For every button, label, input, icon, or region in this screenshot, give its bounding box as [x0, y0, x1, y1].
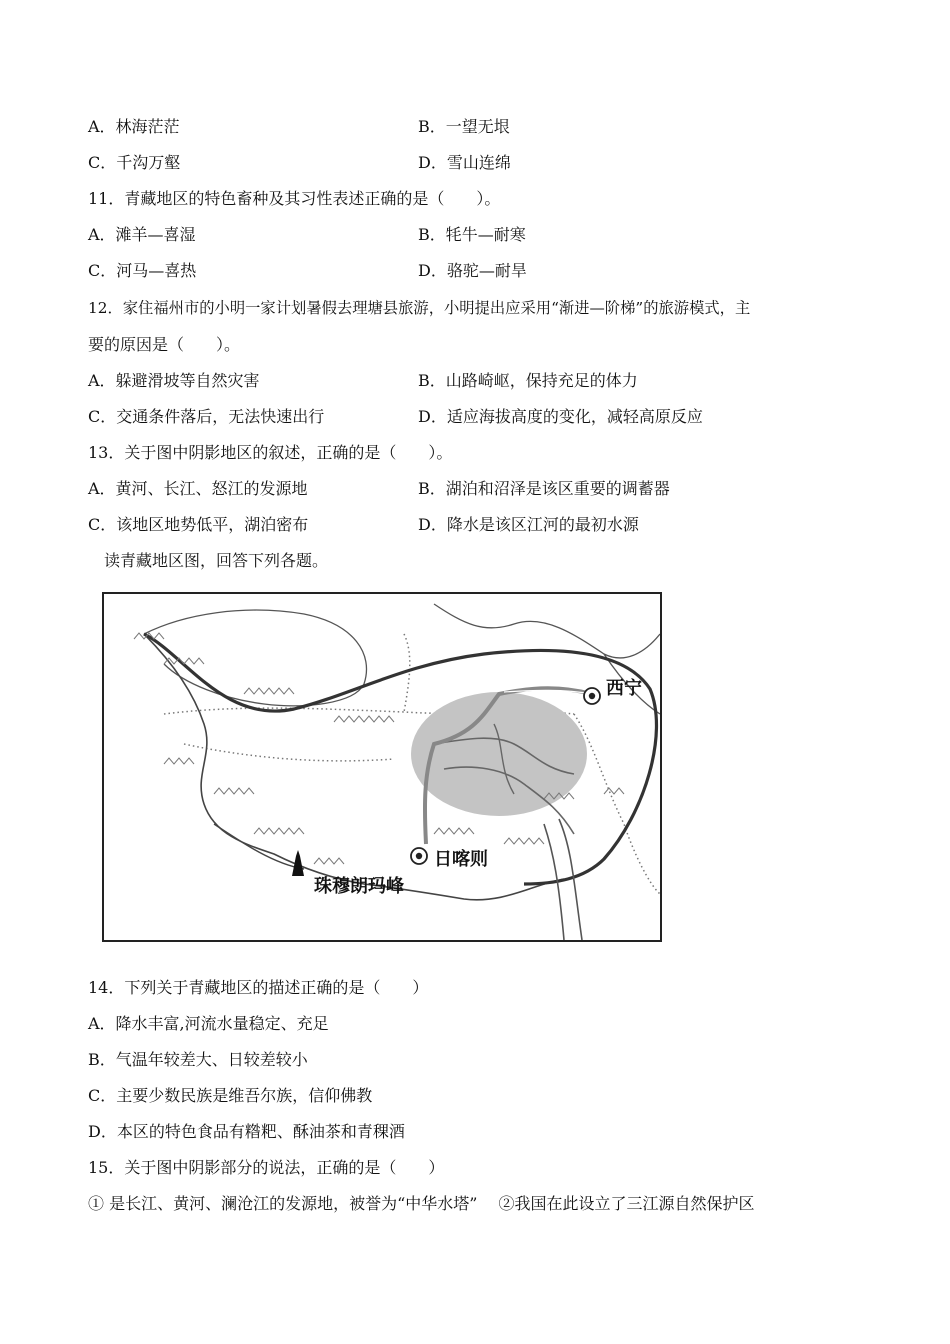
q11-option-d: D．骆驼—耐旱	[418, 261, 527, 280]
q10-option-b: B．一望无垠	[418, 117, 510, 136]
label-rikaze: 日喀则	[434, 849, 488, 870]
q11-option-a: A．滩羊—喜湿	[88, 225, 196, 244]
mountain-range-4	[334, 716, 394, 722]
mountain-range-12	[604, 788, 624, 794]
q14-stem: 14．下列关于青藏地区的描述正确的是（ ）	[88, 978, 429, 997]
mountain-range-10	[504, 838, 544, 844]
province-boundary-3	[574, 714, 660, 894]
label-everest: 珠穆朗玛峰	[314, 876, 404, 897]
q13-option-b: B．湖泊和沼泽是该区重要的调蓄器	[418, 479, 670, 498]
mountain-range-6	[214, 788, 254, 794]
mountain-range-5	[164, 758, 194, 764]
q11-stem: 11．青藏地区的特色畜种及其习性表述正确的是（ ）。	[88, 189, 501, 208]
q11-option-b: B．牦牛—耐寒	[418, 225, 526, 244]
q13-option-d: D．降水是该区江河的最初水源	[418, 515, 639, 534]
rikaze-marker-dot	[416, 853, 422, 859]
q10-option-c: C．千沟万壑	[88, 153, 181, 172]
map-intro: 读青藏地区图，回答下列各题。	[104, 551, 329, 570]
q14-option-b: B．气温年较差大、日较差较小	[88, 1050, 308, 1069]
q14-option-c: C．主要少数民族是维吾尔族，信仰佛教	[88, 1086, 373, 1105]
q13-stem: 13．关于图中阴影地区的叙述，正确的是（ ）。	[88, 443, 453, 462]
q10-option-d: D．雪山连绵	[418, 153, 511, 172]
q12-option-d: D．适应海拔高度的变化，减轻高原反应	[418, 407, 703, 426]
xining-marker-dot	[589, 693, 595, 699]
q10-option-a: A．林海茫茫	[88, 117, 180, 136]
q12-option-b: B．山路崎岖，保持充足的体力	[418, 371, 638, 390]
sanjiangyuan-shaded-region	[411, 692, 587, 816]
label-xining: 西宁	[606, 678, 642, 699]
q14-option-a: A．降水丰富,河流水量稳定、充足	[88, 1014, 329, 1033]
q12-stem-line2: 要的原因是（ ）。	[88, 335, 241, 354]
q12-option-c: C．交通条件落后，无法快速出行	[88, 407, 325, 426]
q15-stem: 15．关于图中阴影部分的说法，正确的是（ ）	[88, 1158, 445, 1177]
q13-option-c: C．该地区地势低平，湖泊密布	[88, 515, 309, 534]
province-boundary-4	[184, 744, 394, 761]
q12-stem-line1: 12．家住福州市的小明一家计划暑假去理塘县旅游，小明提出应采用“渐进—阶梯”的旅游模式，主	[88, 299, 751, 317]
q14-option-d: D．本区的特色食品有糌粑、酥油茶和青稞酒	[88, 1122, 405, 1141]
q11-option-c: C．河马—喜热	[88, 261, 197, 280]
mountain-range-8	[314, 858, 344, 864]
mountain-range-7	[254, 828, 304, 834]
mountain-range-9	[434, 828, 474, 834]
q12-option-a: A．躲避滑坡等自然灾害	[88, 371, 260, 390]
qinghai-tibet-map	[102, 592, 662, 942]
q15-statements: ① 是长江、黄河、澜沧江的发源地，被誉为“中华水塔” ②我国在此设立了三江源自然保护区	[88, 1194, 755, 1213]
mountain-range-3	[244, 688, 294, 694]
q13-option-a: A．黄河、长江、怒江的发源地	[88, 479, 308, 498]
